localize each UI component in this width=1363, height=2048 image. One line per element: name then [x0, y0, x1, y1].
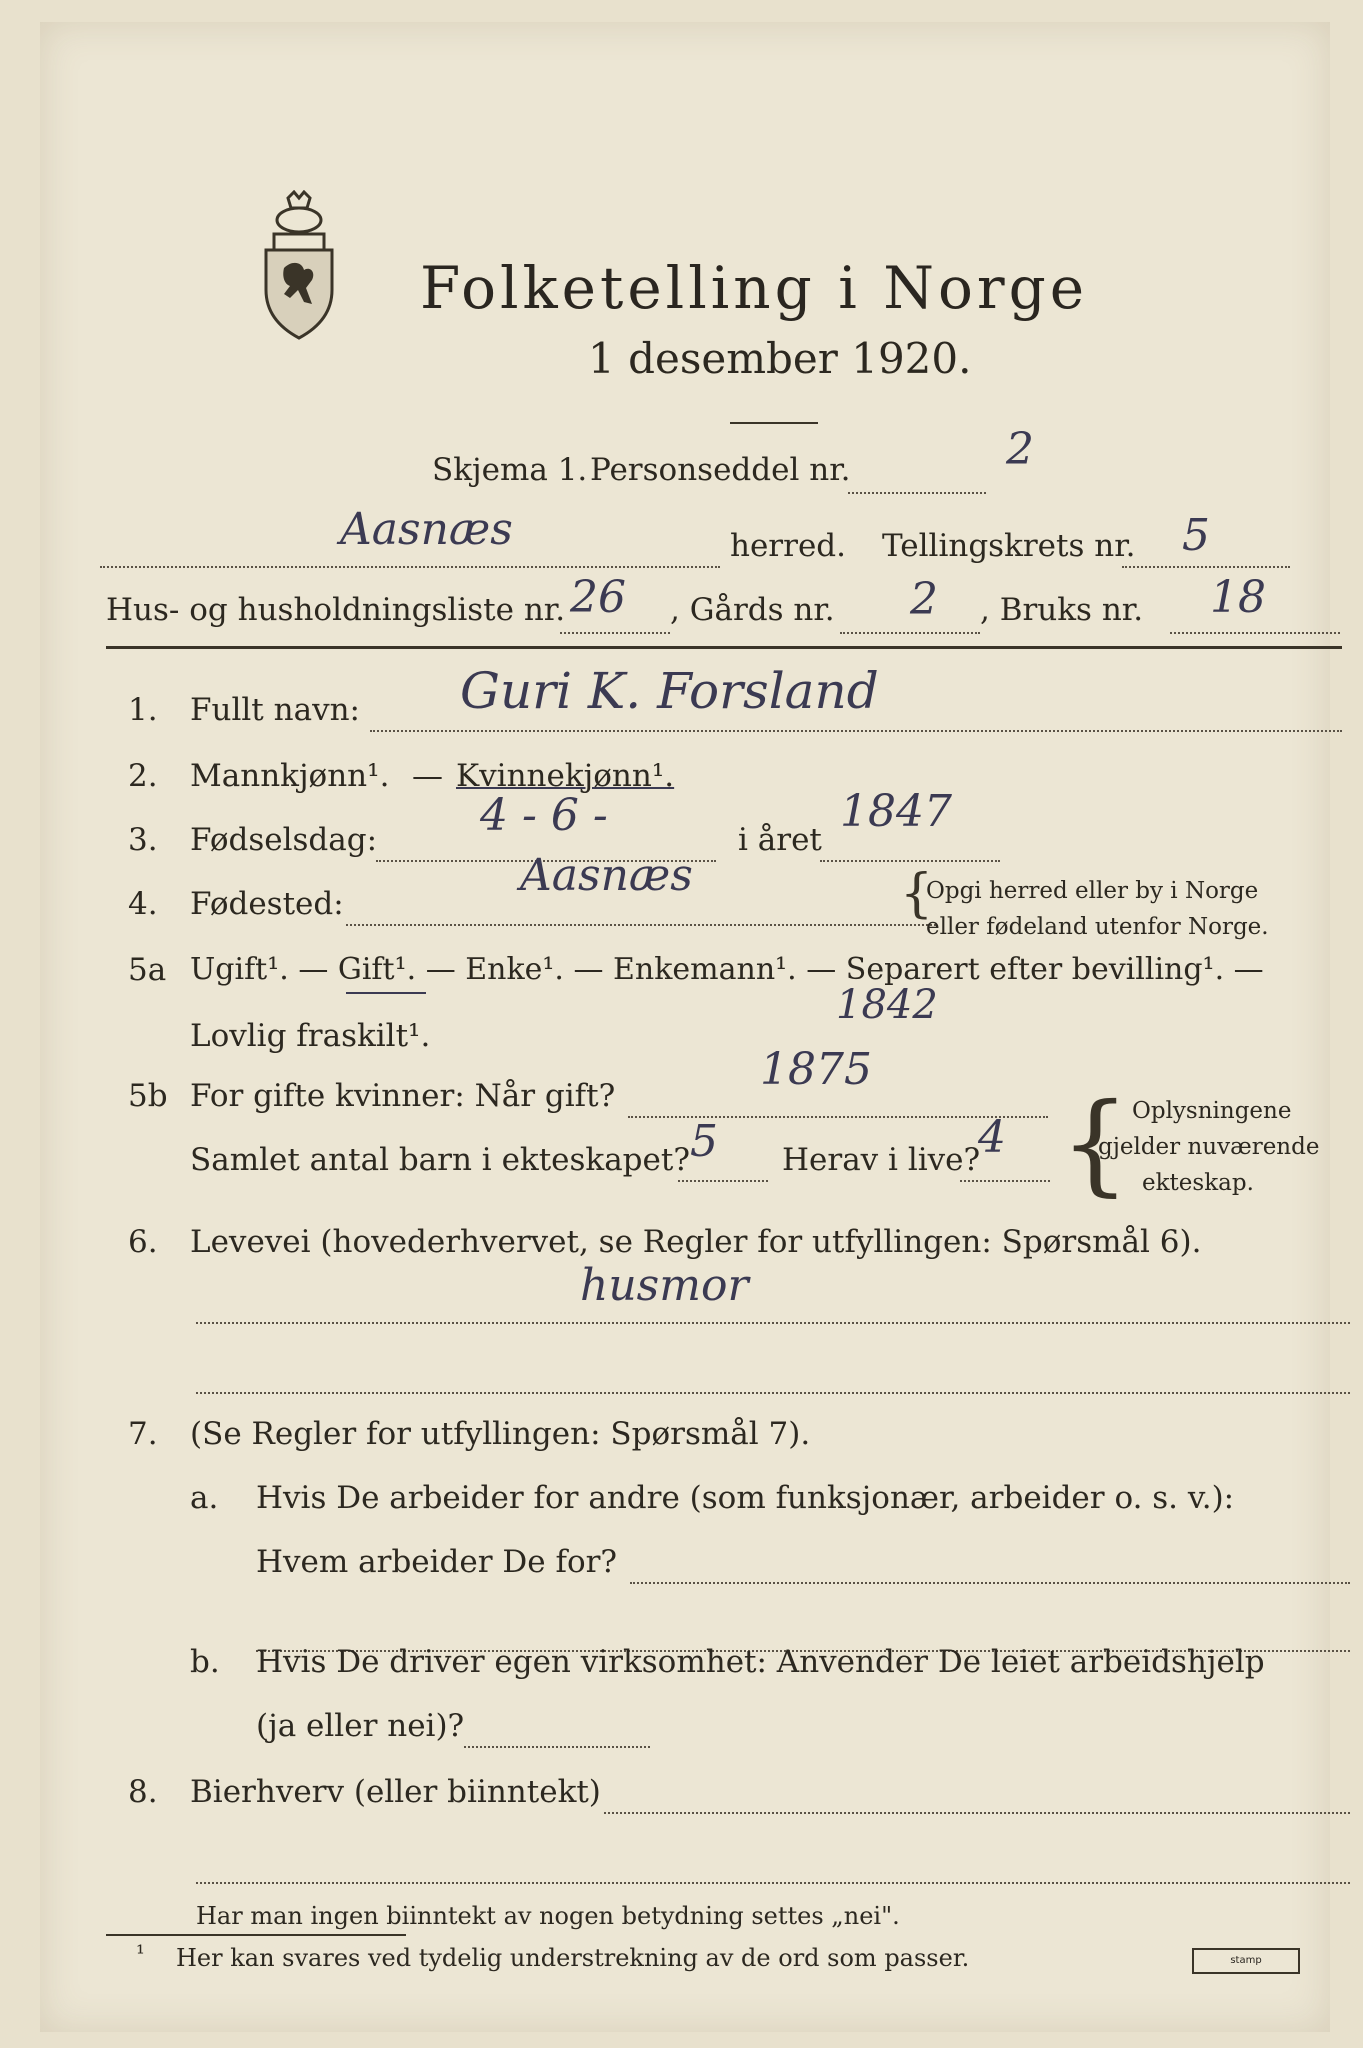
q4-note-line1: Opgi herred eller by i Norge: [926, 878, 1259, 904]
q4-dotted-line: [346, 924, 936, 926]
q3-number: 3.: [128, 822, 158, 858]
birthday-value: 4 - 6 -: [480, 790, 608, 841]
gards-value: 2: [910, 574, 938, 625]
norwegian-coat-of-arms-icon: [258, 190, 340, 340]
q7a-label: Hvis De arbeider for andre (som funksjonær, arbeider o. s. v.):: [256, 1480, 1235, 1516]
q7b-number: b.: [190, 1644, 220, 1680]
q4-brace: {: [900, 864, 934, 924]
personseddel-label: Personseddel nr.: [590, 452, 851, 488]
marital-status-options: Ugift¹. — Gift¹. — Enke¹. — Enkemann¹. — Separert efter bevilling¹. —: [190, 952, 1264, 987]
alive-dotted-line: [960, 1180, 1050, 1182]
tellingskrets-value: 5: [1182, 510, 1210, 561]
male-option: Mannkjønn¹.: [190, 758, 390, 794]
q6-dotted-line-2: [196, 1392, 1350, 1394]
q7a-number: a.: [190, 1480, 219, 1516]
q6-label: Levevei (hovederhvervet, se Regler for utfyllingen: Spørsmål 6).: [190, 1224, 1202, 1260]
printer-stamp: [1192, 1948, 1300, 1974]
q5b-note-line3: ekteskap.: [1142, 1170, 1254, 1196]
gards-dotted-line: [840, 632, 980, 634]
personseddel-value: 2: [1006, 424, 1034, 475]
bruks-dotted-line: [1170, 632, 1340, 634]
gards-label: , Gårds nr.: [670, 592, 835, 628]
footer-note: Har man ingen biinntekt av nogen betydning settes „nei".: [196, 1902, 900, 1930]
hus-label: Hus- og husholdningsliste nr.: [106, 592, 566, 628]
herred-label: herred.: [730, 528, 846, 564]
year-label: i året: [738, 822, 822, 858]
census-form-page: [40, 22, 1330, 2032]
q7a-dotted-line-1: [630, 1582, 1350, 1584]
q3-label: Fødselsdag:: [190, 822, 378, 858]
q6-dotted-line-1: [196, 1322, 1350, 1324]
census-date: 1 desember 1920.: [588, 334, 972, 383]
printer-stamp-text: stamp: [1230, 1955, 1262, 1966]
q1-label: Fullt navn:: [190, 692, 360, 728]
occupation-value: husmor: [580, 1260, 749, 1311]
q2-number: 2.: [128, 758, 158, 794]
q4-label: Fødested:: [190, 886, 344, 922]
gift-underline: [346, 992, 426, 994]
bruks-value: 18: [1210, 572, 1266, 623]
alive-label: Herav i live?: [782, 1142, 981, 1178]
q7b-label: Hvis De driver egen virksomhet: Anvender De leiet arbeidshjelp: [256, 1644, 1265, 1680]
tellingskrets-label: Tellingskrets nr.: [882, 528, 1136, 564]
q1-number: 1.: [128, 692, 158, 728]
hus-dotted-line: [560, 632, 670, 634]
q4-number: 4.: [128, 886, 158, 922]
q8-dotted-line-1: [604, 1812, 1350, 1814]
q7-label: (Se Regler for utfyllingen: Spørsmål 7).: [190, 1416, 811, 1452]
q7b-dotted-line: [464, 1746, 650, 1748]
birth-year-value: 1847: [840, 786, 952, 837]
children-value: 5: [690, 1116, 718, 1167]
form-title: Folketelling i Norge: [420, 254, 1089, 322]
personseddel-dotted-line: [848, 492, 986, 494]
q8-number: 8.: [128, 1774, 158, 1810]
q5b-brace: {: [1060, 1079, 1130, 1207]
q8-label: Bierhverv (eller biinntekt): [190, 1774, 601, 1810]
lovlig-fraskilt: Lovlig fraskilt¹.: [190, 1018, 431, 1054]
herred-value: Aasnæs: [340, 504, 513, 555]
year-dotted-line: [820, 860, 1000, 862]
female-option: Kvinnekjønn¹.: [456, 758, 675, 794]
hus-value: 26: [570, 572, 626, 623]
q5b-note-line2: gjelder nuværende: [1098, 1134, 1320, 1160]
full-name-value: Guri K. Forsland: [460, 662, 879, 720]
q6-number: 6.: [128, 1224, 158, 1260]
q7a-line2: Hvem arbeider De for?: [256, 1544, 618, 1580]
q5b-note-line1: Oplysningene: [1132, 1098, 1292, 1124]
q5b-label: For gifte kvinner: Når gift?: [190, 1078, 616, 1114]
header-divider: [106, 646, 1342, 649]
alive-value: 4: [978, 1112, 1006, 1163]
footnote-mark: ¹: [136, 1942, 145, 1967]
bruks-label: , Bruks nr.: [980, 592, 1144, 628]
q5b-number: 5b: [128, 1078, 168, 1114]
q7-number: 7.: [128, 1416, 158, 1452]
q7b-line2: (ja eller nei)?: [256, 1708, 465, 1744]
footnote-text: Her kan svares ved tydelig understrekning av de ord som passer.: [176, 1944, 970, 1972]
q1-dotted-line: [370, 730, 1342, 732]
q2-separator: —: [412, 758, 443, 794]
tellingskrets-dotted-line: [1122, 566, 1290, 568]
q4-note-line2: eller fødeland utenfor Norge.: [926, 914, 1269, 940]
skjema-label: Skjema 1.: [432, 452, 588, 488]
children-dotted-line: [678, 1180, 768, 1182]
footnote-divider: [106, 1934, 406, 1936]
title-divider: [730, 422, 818, 424]
herred-dotted-line: [100, 566, 720, 568]
married-year-value: 1875: [760, 1044, 872, 1095]
birthplace-value: Aasnæs: [520, 850, 693, 901]
children-label: Samlet antal barn i ekteskapet?: [190, 1142, 690, 1178]
q8-dotted-line-2: [196, 1882, 1350, 1884]
q5a-number: 5a: [128, 952, 167, 988]
marriage-year-annotation: 1842: [836, 982, 938, 1028]
